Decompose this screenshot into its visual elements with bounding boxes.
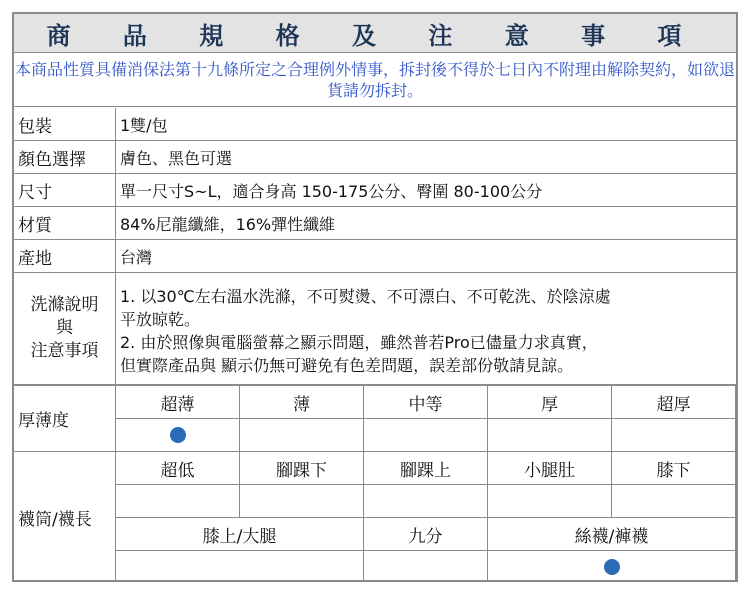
length-option: 小腿肚 <box>488 452 612 485</box>
thickness-marker-cell <box>116 419 240 452</box>
wash-text <box>116 273 736 384</box>
length-option: 膝下 <box>612 452 736 485</box>
thickness-option: 超薄 <box>116 386 240 419</box>
length-label: 襪筒/襪長 <box>14 452 116 582</box>
selected-marker-icon <box>170 427 186 443</box>
wash-label <box>14 273 116 384</box>
thickness-option: 超厚 <box>612 386 736 419</box>
length-option: 絲襪/褲襪 <box>488 518 736 551</box>
spec-label: 包裝 <box>14 108 116 140</box>
spec-label: 尺寸 <box>14 174 116 206</box>
thickness-option: 薄 <box>240 386 364 419</box>
return-notice: 本商品性質具備消保法第十九條所定之合理例外情事，拆封後不得於七日內不附理由解除契約，如欲退貨請勿拆封。 <box>14 53 736 107</box>
length-option: 超低 <box>116 452 240 485</box>
length-option: 膝上/大腿 <box>116 518 364 551</box>
spec-value: 台灣 <box>120 247 153 267</box>
length-option: 腳踝下 <box>240 452 364 485</box>
spec-value: 84%尼龍纖維，16%彈性纖維 <box>120 214 336 234</box>
length-marker-cell <box>488 551 736 582</box>
wash-line: 1. 以30℃左右溫水洗滌，不可熨燙、不可漂白、不可乾洗、於陰涼處 <box>120 287 611 306</box>
spec-label: 顏色選擇 <box>14 141 116 173</box>
spec-row-origin <box>14 240 736 273</box>
length-marker-cell <box>488 485 612 518</box>
spec-label: 產地 <box>14 240 116 272</box>
wash-line: 平放晾乾。 <box>120 310 201 329</box>
spec-row-material <box>14 207 736 240</box>
length-marker-cell <box>364 551 488 582</box>
spec-row-size <box>14 174 736 207</box>
spec-row-color <box>14 141 736 174</box>
thickness-marker-cell <box>364 419 488 452</box>
wash-label-line: 與 <box>56 318 73 338</box>
length-option: 腳踝上 <box>364 452 488 485</box>
thickness-marker-cell <box>488 419 612 452</box>
spec-sheet <box>12 12 738 582</box>
wash-instructions-row <box>14 273 736 386</box>
length-marker-cell <box>612 485 736 518</box>
spec-value: 膚色、黑色可選 <box>120 148 233 168</box>
wash-label-line: 注意事項 <box>30 341 99 361</box>
thickness-option: 中等 <box>364 386 488 419</box>
wash-line: 但實際產品與 顯示仍無可避免有色差問題，誤差部份敬請見諒。 <box>120 356 574 375</box>
sheet-title: 商 品 規 格 及 注 意 事 項 <box>14 14 736 53</box>
length-option: 九分 <box>364 518 488 551</box>
thickness-marker-cell <box>612 419 736 452</box>
selected-marker-icon <box>604 559 620 575</box>
spec-row-packaging <box>14 108 736 141</box>
length-marker-cell <box>364 485 488 518</box>
spec-value: 單一尺寸S~L，適合身高 150-175公分、臀圍 80-100公分 <box>120 181 543 201</box>
spec-value: 1雙/包 <box>120 115 168 135</box>
thickness-option: 厚 <box>488 386 612 419</box>
wash-line: 2. 由於照像與電腦螢幕之顯示問題，雖然普若Pro已儘量力求真實， <box>120 333 598 352</box>
spec-label: 材質 <box>14 207 116 239</box>
thickness-label: 厚薄度 <box>14 386 116 452</box>
length-marker-cell <box>240 485 364 518</box>
length-marker-cell <box>116 485 240 518</box>
thickness-marker-cell <box>240 419 364 452</box>
length-marker-cell <box>116 551 364 582</box>
wash-label-line: 洗滌說明 <box>30 295 99 315</box>
